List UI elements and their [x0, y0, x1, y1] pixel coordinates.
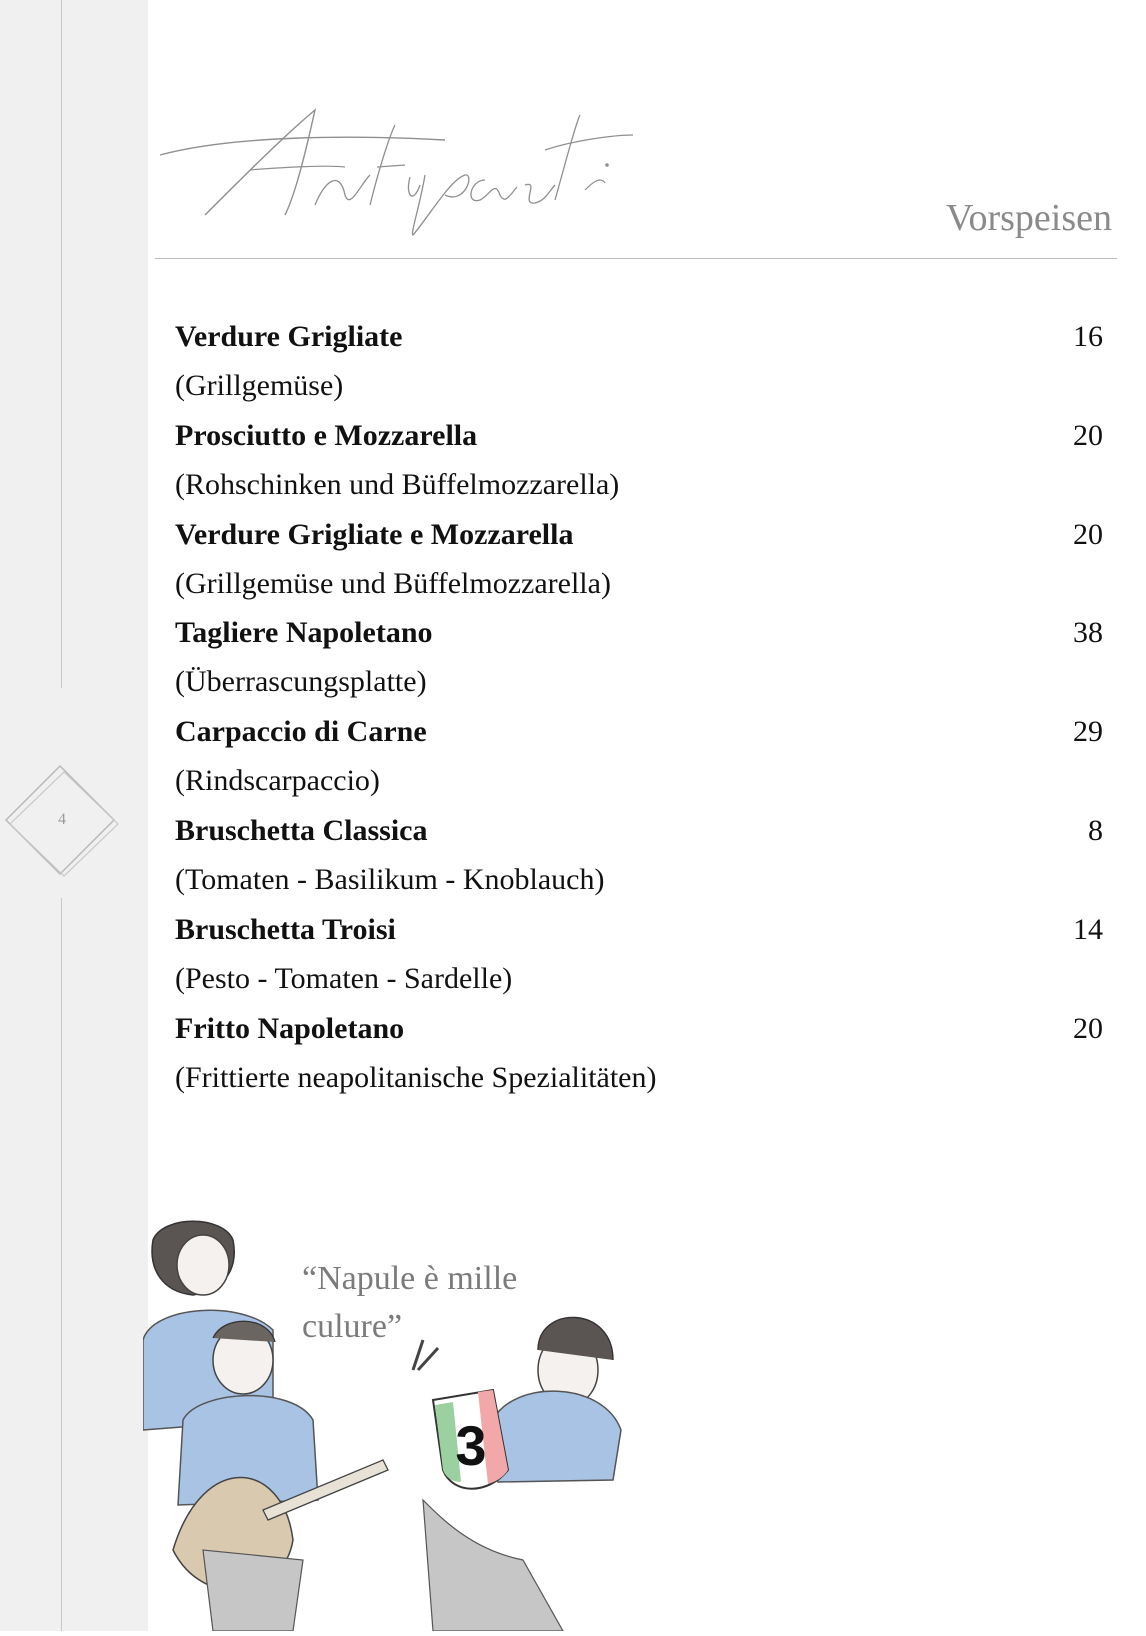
item-price: 38 — [1073, 616, 1103, 650]
quote-line-2: culure” — [302, 1308, 403, 1345]
item-name: Bruschetta Troisi — [175, 912, 396, 946]
menu-item — [175, 608, 1103, 707]
item-description: (Überrascungsplatte) — [175, 665, 427, 699]
item-price: 8 — [1088, 813, 1103, 847]
quote-line-1: “Napule è mille — [302, 1260, 518, 1297]
item-name: Verdure Grigliate e Mozzarella — [175, 517, 574, 551]
item-description: (Grillgemüse und Büffelmozzarella) — [175, 566, 611, 600]
item-price: 20 — [1073, 1011, 1103, 1045]
item-name: Prosciutto e Mozzarella — [175, 418, 478, 452]
item-price: 16 — [1073, 320, 1103, 353]
item-description: (Tomaten - Basilikum - Knoblauch) — [175, 862, 605, 896]
item-price: 20 — [1073, 418, 1103, 452]
section-title-script — [155, 95, 635, 265]
item-description: (Rindscarpaccio) — [175, 764, 380, 798]
section-subtitle: Vorspeisen — [945, 197, 1112, 239]
menu-item — [175, 312, 1103, 411]
menu-list — [175, 312, 1103, 1102]
page-number-badge — [2, 762, 118, 878]
sidebar-line-bottom — [61, 898, 62, 1631]
menu-item — [175, 510, 1103, 609]
item-name: Tagliere Napoletano — [175, 616, 433, 650]
item-description: (Frittierte neapolitanische Spezialitäten) — [175, 1060, 657, 1094]
jersey-number: 3 — [455, 1414, 487, 1477]
menu-item — [175, 1004, 1103, 1103]
menu-item — [175, 411, 1103, 510]
item-price: 20 — [1073, 517, 1103, 551]
item-name: Carpaccio di Carne — [175, 715, 427, 749]
menu-item — [175, 905, 1103, 1004]
sidebar-line-top — [61, 0, 62, 688]
item-price: 14 — [1073, 912, 1103, 946]
item-name: Verdure Grigliate — [175, 320, 403, 353]
item-name: Bruschetta Classica — [175, 813, 428, 847]
item-description: (Grillgemüse) — [175, 369, 344, 402]
menu-item — [175, 707, 1103, 806]
footer-quote — [302, 1255, 602, 1351]
page-number: 4 — [58, 811, 66, 828]
item-description: (Rohschinken und Büffelmozzarella) — [175, 467, 620, 501]
header-divider — [155, 258, 1117, 259]
item-description: (Pesto - Tomaten - Sardelle) — [175, 961, 513, 995]
item-price: 29 — [1073, 715, 1103, 749]
item-name: Fritto Napoletano — [175, 1011, 405, 1045]
page-sidebar — [0, 0, 148, 1631]
menu-item — [175, 806, 1103, 905]
